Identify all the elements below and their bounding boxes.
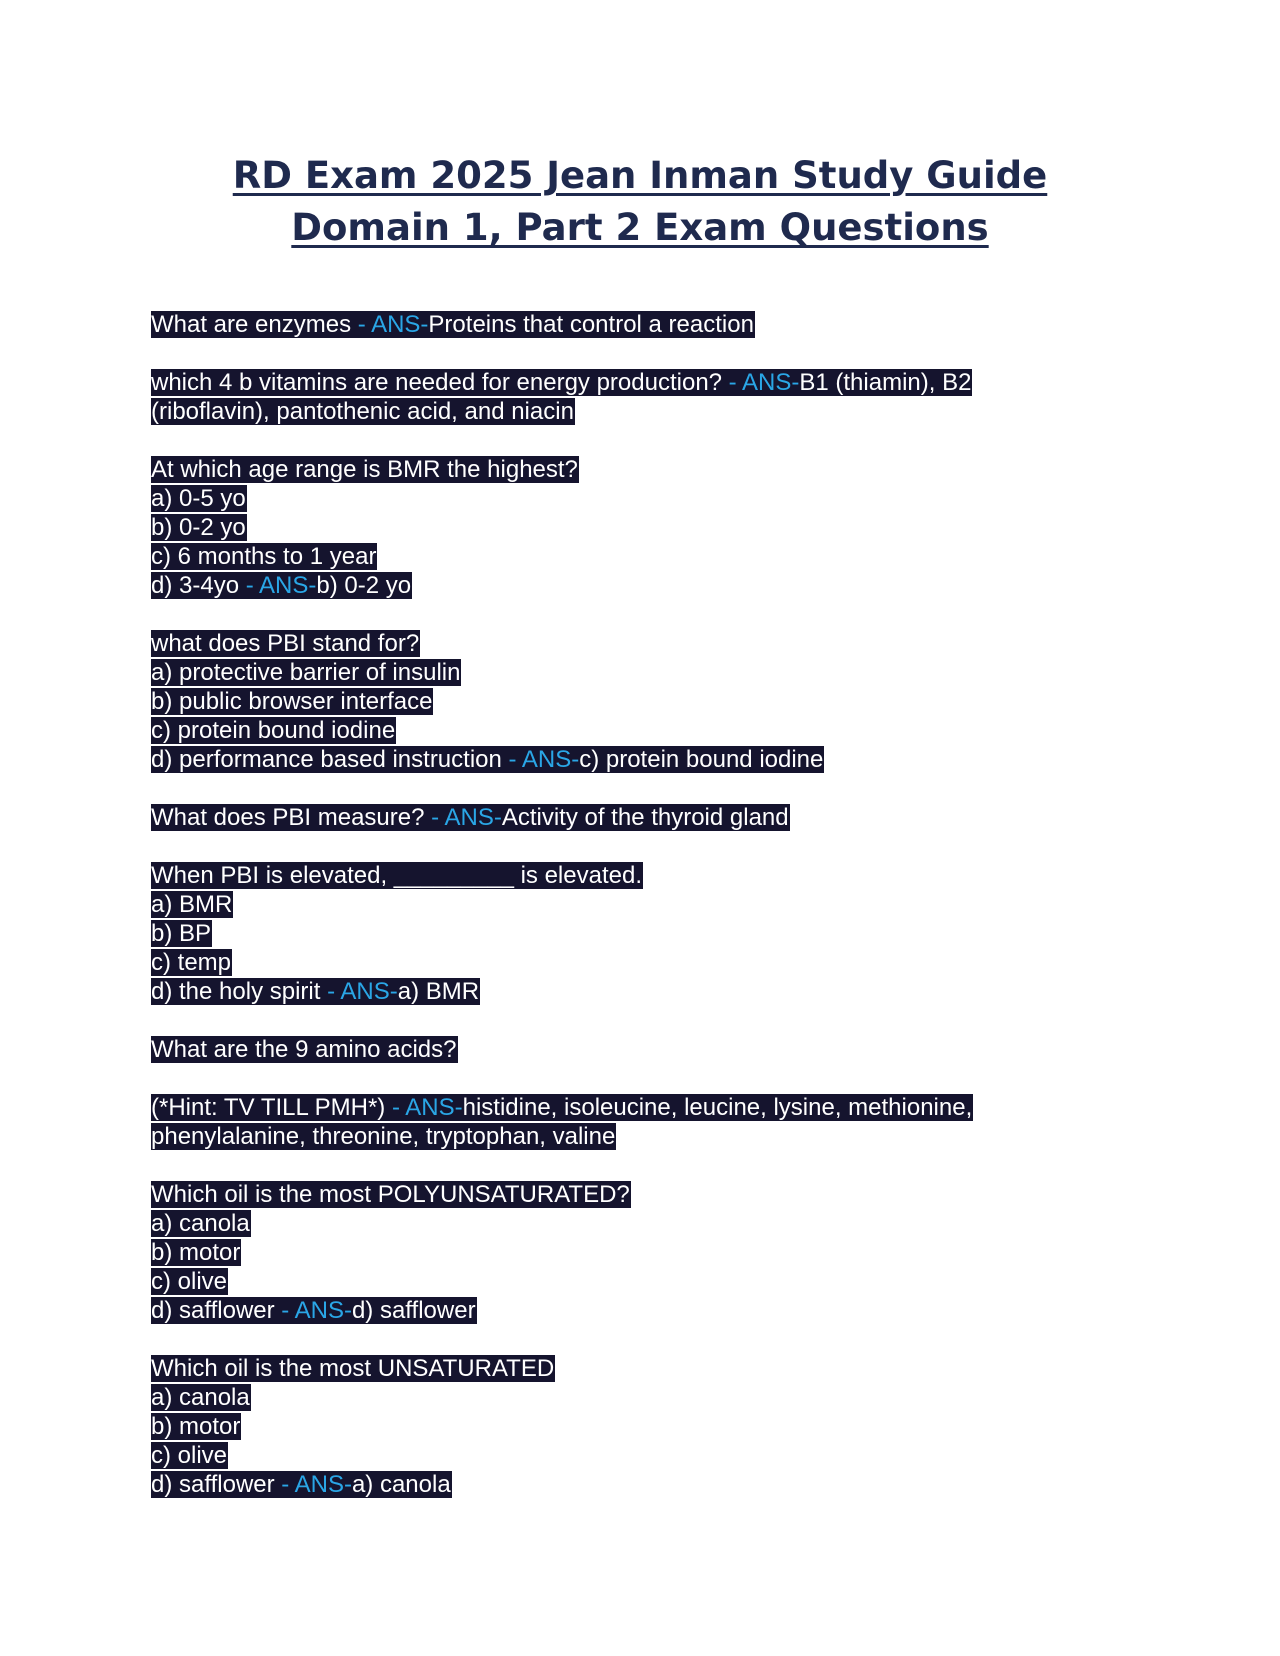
option-line xyxy=(151,890,1051,919)
ans-marker: - ANS- xyxy=(501,746,580,773)
highlighted-text: Which oil is the most POLYUNSATURATED? xyxy=(151,1181,630,1208)
highlighted-text: c) temp xyxy=(151,949,232,976)
highlighted-text: When PBI is elevated, _________ is elevated. xyxy=(151,862,642,889)
qa-item xyxy=(151,368,1051,426)
answer-text: Proteins that control a reaction xyxy=(428,311,754,338)
option-line xyxy=(151,977,1051,1006)
qa-item xyxy=(151,455,1051,600)
ans-marker: - ANS- xyxy=(351,311,429,338)
highlighted-text: b) public browser interface xyxy=(151,688,433,715)
option-line xyxy=(151,1383,1051,1412)
highlighted-text: a) protective barrier of insulin xyxy=(151,659,461,686)
option-line xyxy=(151,1209,1051,1238)
answer-text: histidine, isoleucine, leucine, lysine, methionine, xyxy=(462,1094,973,1121)
ans-marker: - ANS- xyxy=(722,369,800,396)
option-line xyxy=(151,542,1051,571)
highlighted-text: b) 0-2 yo xyxy=(151,514,246,541)
qa-item xyxy=(151,1093,1051,1151)
highlighted-text: (*Hint: TV TILL PMH*) - ANS-histidine, isoleucine, leucine, lysine, methionine, xyxy=(151,1094,973,1121)
option-line xyxy=(151,658,1051,687)
question-text xyxy=(151,1035,1051,1064)
highlighted-text: What are the 9 amino acids? xyxy=(151,1036,457,1063)
highlighted-text: d) the holy spirit - ANS-a) BMR xyxy=(151,978,480,1005)
option-line xyxy=(151,484,1051,513)
option-line xyxy=(151,716,1051,745)
highlighted-text: What does PBI measure? - ANS-Activity of the thyroid gland xyxy=(151,804,789,831)
highlighted-text: (riboflavin), pantothenic acid, and niacin xyxy=(151,398,574,425)
option-line xyxy=(151,1470,1051,1499)
question-text xyxy=(151,803,1051,832)
qa-item xyxy=(151,1180,1051,1325)
ans-marker: - ANS- xyxy=(385,1094,463,1121)
highlighted-text: a) canola xyxy=(151,1210,250,1237)
highlighted-text: phenylalanine, threonine, tryptophan, valine xyxy=(151,1123,616,1150)
highlighted-text: b) BP xyxy=(151,920,212,947)
highlighted-text: c) 6 months to 1 year xyxy=(151,543,377,570)
highlighted-text: c) olive xyxy=(151,1268,228,1295)
answer-text: Activity of the thyroid gland xyxy=(501,804,789,831)
ans-marker: - ANS- xyxy=(239,572,317,599)
highlighted-text: a) BMR xyxy=(151,891,233,918)
question-text xyxy=(151,1354,1051,1383)
ans-marker: - ANS- xyxy=(424,804,502,831)
answer-continuation xyxy=(151,1122,1051,1151)
option-line xyxy=(151,571,1051,600)
question-text xyxy=(151,1093,1051,1122)
ans-marker: - ANS- xyxy=(274,1471,352,1498)
highlighted-text: What are enzymes - ANS-Proteins that control a reaction xyxy=(151,311,754,338)
option-line xyxy=(151,1296,1051,1325)
highlighted-text: b) motor xyxy=(151,1239,241,1266)
highlighted-text: At which age range is BMR the highest? xyxy=(151,456,578,483)
question-text xyxy=(151,455,1051,484)
option-line xyxy=(151,919,1051,948)
option-line xyxy=(151,1267,1051,1296)
question-text xyxy=(151,629,1051,658)
answer-continuation xyxy=(151,397,1051,426)
highlighted-text: b) motor xyxy=(151,1413,241,1440)
option-line xyxy=(151,1412,1051,1441)
answer-text: c) protein bound iodine xyxy=(579,746,824,773)
highlighted-text: d) performance based instruction - ANS-c) protein bound iodine xyxy=(151,746,824,773)
answer-text: a) BMR xyxy=(397,978,480,1005)
question-text xyxy=(151,310,1051,339)
answer-text: b) 0-2 yo xyxy=(316,572,412,599)
option-line xyxy=(151,948,1051,977)
answer-text: a) canola xyxy=(351,1471,451,1498)
option-line xyxy=(151,513,1051,542)
qa-item xyxy=(151,803,1051,832)
highlighted-text: d) safflower - ANS-d) safflower xyxy=(151,1297,476,1324)
option-line xyxy=(151,745,1051,774)
qa-item xyxy=(151,629,1051,774)
qa-item xyxy=(151,861,1051,1006)
highlighted-text: Which oil is the most UNSATURATED xyxy=(151,1355,555,1382)
ans-marker: - ANS- xyxy=(320,978,398,1005)
qa-item xyxy=(151,310,1051,339)
qa-item xyxy=(151,1354,1051,1499)
highlighted-text: a) 0-5 yo xyxy=(151,485,246,512)
highlighted-text: what does PBI stand for? xyxy=(151,630,420,657)
option-line xyxy=(151,1238,1051,1267)
highlighted-text: c) protein bound iodine xyxy=(151,717,396,744)
question-text xyxy=(151,1180,1051,1209)
option-line xyxy=(151,1441,1051,1470)
option-line xyxy=(151,687,1051,716)
highlighted-text: d) 3-4yo - ANS-b) 0-2 yo xyxy=(151,572,412,599)
qa-list xyxy=(151,310,1051,1528)
highlighted-text: c) olive xyxy=(151,1442,228,1469)
highlighted-text: a) canola xyxy=(151,1384,250,1411)
highlighted-text: d) safflower - ANS-a) canola xyxy=(151,1471,451,1498)
answer-text: d) safflower xyxy=(351,1297,476,1324)
document-title: RD Exam 2025 Jean Inman Study Guide Domain 1, Part 2 Exam Questions xyxy=(232,154,1048,249)
question-text xyxy=(151,861,1051,890)
answer-text: B1 (thiamin), B2 xyxy=(799,369,972,396)
qa-item xyxy=(151,1035,1051,1064)
question-text xyxy=(151,368,1051,397)
highlighted-text: which 4 b vitamins are needed for energy production? - ANS-B1 (thiamin), B2 xyxy=(151,369,972,396)
ans-marker: - ANS- xyxy=(274,1297,352,1324)
